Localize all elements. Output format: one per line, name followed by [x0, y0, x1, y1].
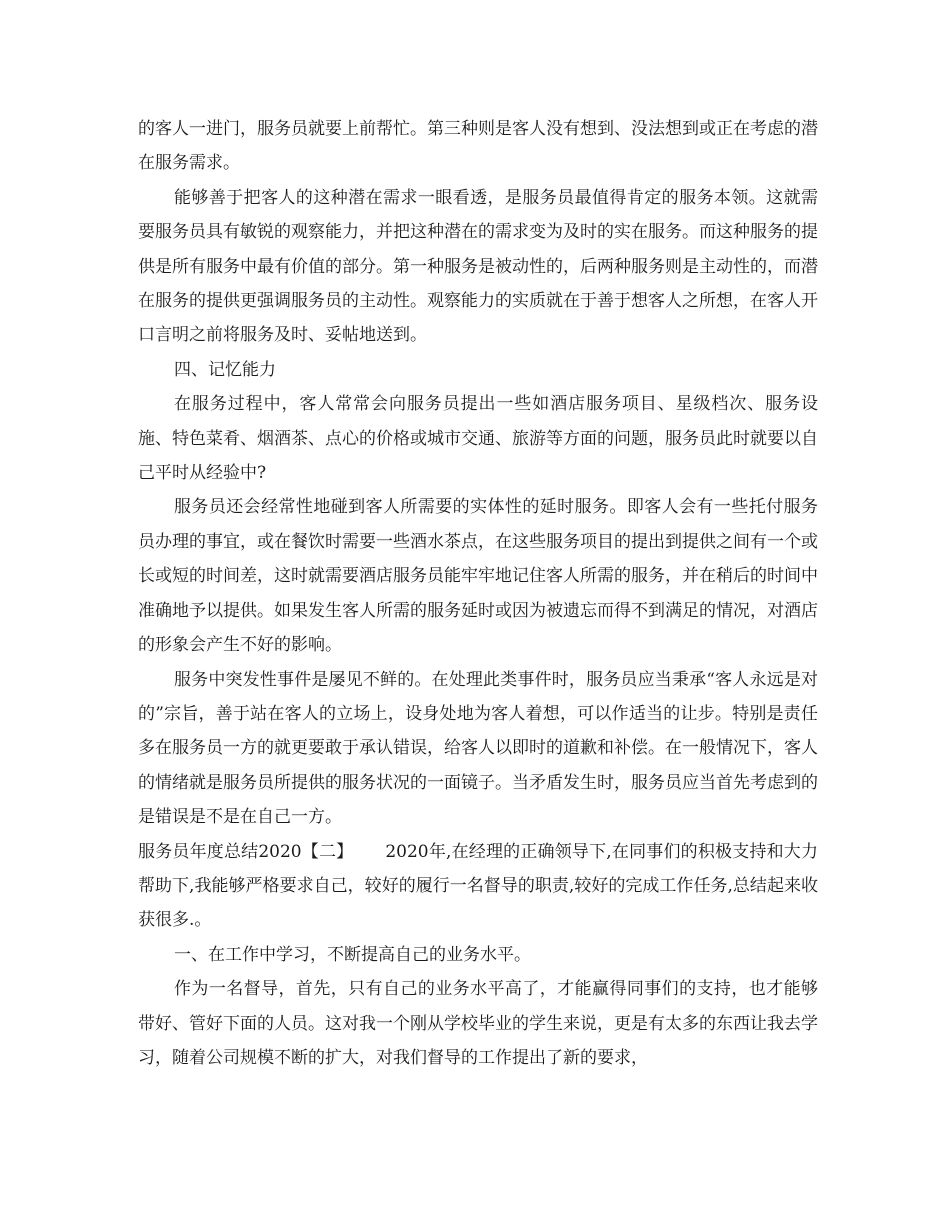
summary-section	[138, 835, 818, 938]
paragraph: 的客人一进门，服务员就要上前帮忙。第三种则是客人没有想到、没法想到或正在考虑的潜在服务需求。	[138, 119, 818, 174]
summary-title: 服务员年度总结2020【二】	[138, 841, 354, 862]
paragraph: 能够善于把客人的这种潜在需求一眼看透，是服务员最值得肯定的服务本领。这就需要服务员具有敏锐的观察能力，并把这种潜在的需求变为及时的实在服务。而这种服务的提供是所有服务中最有价值的部分。第一种服务是被动性的，后两种服务则是主动性的，而潜在服务的提供更强调服务员的主动性。观察能力的实质就在于善于想客人之所想，在客人开口言明之前将服务及时、妥帖地送到。	[138, 187, 818, 346]
paragraph: 在服务过程中，客人常常会向服务员提出一些如酒店服务项目、星级档次、服务设施、特色菜肴、烟酒茶、点心的价格或城市交通、旅游等方面的问题，服务员此时就要以自己平时从经验中?	[138, 394, 818, 484]
section-heading-memory: 四、记忆能力	[174, 359, 276, 380]
subheading-learning: 一、在工作中学习，不断提高自己的业务水平。	[174, 944, 531, 965]
paragraph: 服务中突发性事件是屡见不鲜的。在处理此类事件时，服务员应当秉承“客人永远是对的”宗旨，善于站在客人的立场上，设身处地为客人着想，可以作适当的让步。特别是责任多在服务员一方的就更要敢于承认错误，给客人以即时的道歉和补偿。在一般情况下，客人的情绪就是服务员所提供的服务状况的一面镜子。当矛盾发生时，服务员应当首先考虑到的是错误是不是在自己一方。	[138, 669, 818, 828]
paragraph: 服务员还会经常性地碰到客人所需要的实体性的延时服务。即客人会有一些托付服务员办理的事宜，或在餐饮时需要一些酒水茶点，在这些服务项目的提出到提供之间有一个或长或短的时间差，这时就需要酒店服务员能牢牢地记住客人所需的服务，并在稍后的时间中准确地予以提供。如果发生客人所需的服务延时或因为被遗忘而得不到满足的情况，对酒店的形象会产生不好的影响。	[138, 497, 818, 656]
paragraph: 作为一名督导，首先，只有自己的业务水平高了，才能赢得同事们的支持，也才能够带好、管好下面的人员。这对我一个刚从学校毕业的学生来说，更是有太多的东西让我去学习，随着公司规模不断的扩大，对我们督导的工作提出了新的要求，	[138, 979, 818, 1068]
summary-intro: 2020年,在经理的正确领导下,在同事们的积极支持和大力帮助下,我能够严格要求自己，较好的履行一名督导的职责,较好的完成工作任务,总结起来收获很多.。	[138, 841, 818, 931]
document-body	[138, 112, 818, 1075]
